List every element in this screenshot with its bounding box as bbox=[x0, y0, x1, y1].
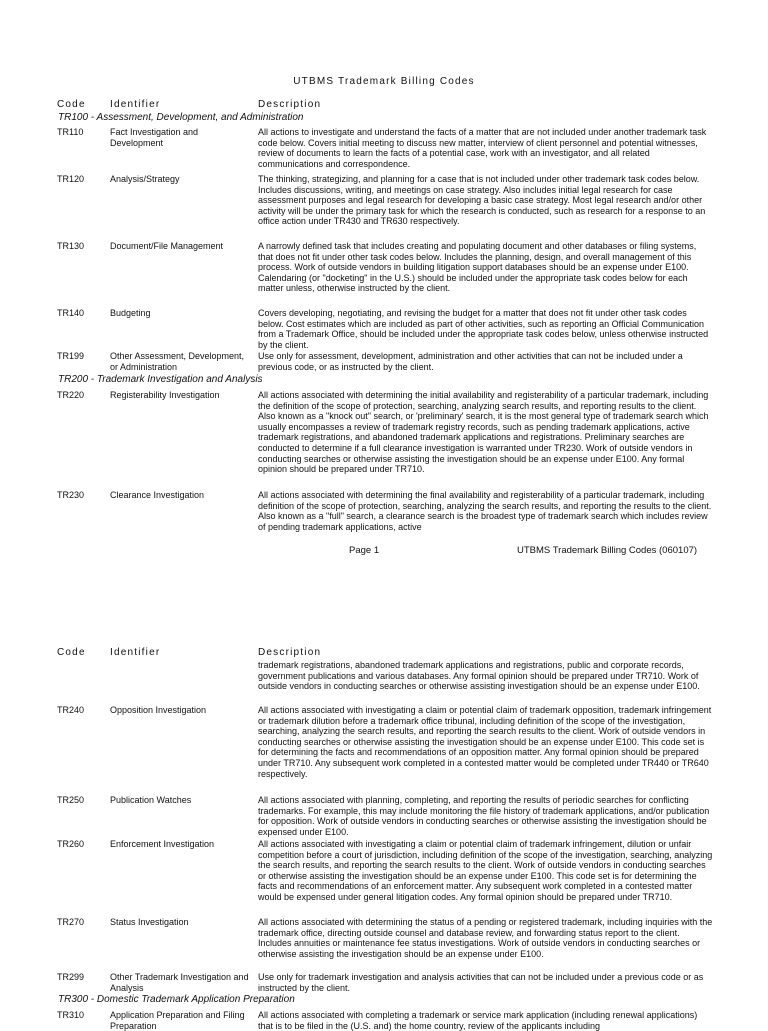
row-code: TR240 bbox=[57, 705, 85, 715]
row-description: All actions associated with determining the final availability and registerability of a particular trademark, including definition of the scope of protection, searching, analyzing the search results, and reporting the results to the client. Also known as a "full" search, a clearance search is the broadest type of trademark search which includes review of pending trademark applications, active bbox=[258, 490, 712, 532]
section-heading: TR100 - Assessment, Development, and Administration bbox=[58, 112, 304, 123]
continued-description: trademark registrations, abandoned trademark applications and registrations, public and corporate records, government publications and various databases. Any formal opinion should be prepared under TR710. Work of outside vendors in conducting searches or otherwise assisting investigation should be an expense under E100. bbox=[258, 660, 700, 692]
row-description: Covers developing, negotiating, and revising the budget for a matter that does not fit under other task codes below. Cost estimates which are included as part of other activities, such as reporting an Official Communication from a Trademark Office, should be included under the appropriate task codes below, unless otherwise instructed by the client. bbox=[258, 308, 709, 350]
row-identifier: Clearance Investigation bbox=[110, 490, 205, 500]
column-header-identifier: Identifier bbox=[110, 647, 161, 658]
row-identifier: Document/File Management bbox=[110, 241, 224, 251]
row-identifier: Registerability Investigation bbox=[110, 390, 220, 400]
row-identifier: Other Trademark Investigation and Analysis bbox=[110, 972, 249, 993]
row-code: TR310 bbox=[57, 1010, 85, 1020]
section-heading: TR200 - Trademark Investigation and Analysis bbox=[58, 374, 263, 385]
row-identifier: Other Assessment, Development, or Administration bbox=[110, 351, 245, 372]
row-identifier: Status Investigation bbox=[110, 917, 189, 927]
row-description: All actions associated with investigating a claim or potential claim of trademark infringement, dilution or unfair competition before a court of jurisdiction, including definition of the scope of the investigation, searching, analyzing the search results, and reporting the search results to the client. Work of outside vendors in conducting searches or otherwise assisting the investigation should be an expense under E100. This code set is for determining the facts and recommendations of an enforcement matter. Any subsequent work completed in a contested matter would be expensed under general litigation codes. Any formal opinion should be prepared under TR710. bbox=[258, 839, 713, 902]
row-code: TR270 bbox=[57, 917, 85, 927]
row-identifier: Budgeting bbox=[110, 308, 151, 318]
row-identifier: Application Preparation and Filing Preparation bbox=[110, 1010, 245, 1031]
row-code: TR130 bbox=[57, 241, 85, 251]
row-description: All actions associated with completing a trademark or service mark application (including renewal applications) that is to be filed in the (U.S. and) the home country, review of the applicants including bbox=[258, 1010, 698, 1031]
row-description: All actions associated with planning, completing, and reporting the results of periodic searches for conflicting trademarks. For example, this may include monitoring the file history of trademark applications, and/or publication for opposition. Work of outside vendors in conducting searches or otherwise assisting the investigation should be expensed under E100. bbox=[258, 795, 710, 837]
footer-document-name: UTBMS Trademark Billing Codes (060107) bbox=[517, 545, 698, 556]
row-description: Use only for trademark investigation and analysis activities that can not be included under a previous code or as instructed by the client. bbox=[258, 972, 704, 993]
row-description: The thinking, strategizing, and planning for a case that is not included under other trademark task codes below. Includes discussions, writing, and meetings on case strategy. Also includes initial legal research for case assessment purposes and legal research for developing a basic case strategy. Most legal research and/or other activity will be under the primary task for which the research is conducted, such as research for a response to an office action under TR430 and TR630 respectively. bbox=[258, 174, 706, 227]
row-code: TR230 bbox=[57, 490, 85, 500]
row-code: TR260 bbox=[57, 839, 85, 849]
document-page-2 bbox=[0, 580, 768, 1031]
row-description: All actions associated with investigating a claim or potential claim of trademark opposition, trademark infringement or trademark dilution before a trademark office tribunal, including definition of the scope of the investigation, searching, analyzing the search results, and reporting the search results to the client. Work of outside vendors in conducting searches or otherwise assisting the investigation should be an expense under E100. This code set is for determining the facts and recommendations of an opposition matter. Any formal opinion should be prepared under TR710. Any subsequent work completed in a contested matter would be completed under TR440 or TR640 respectively. bbox=[258, 705, 712, 779]
row-code: TR110 bbox=[57, 127, 84, 137]
section-heading: TR300 - Domestic Trademark Application Preparation bbox=[58, 994, 295, 1005]
row-identifier: Enforcement Investigation bbox=[110, 839, 215, 849]
column-header-identifier: Identifier bbox=[110, 99, 161, 110]
row-identifier: Publication Watches bbox=[110, 795, 192, 805]
row-description: A narrowly defined task that includes creating and populating document and other databases or filing systems, that does not fit under other task codes below. Includes the planning, design, and overall management of this process. Work of outside vendors in building litigation support databases should be an expense under E100. Calendaring (or "docketing" in the U.S.) should be included under the appropriate task codes below for each matter unless, otherwise instructed by the client. bbox=[258, 241, 697, 294]
page-number: Page 1 bbox=[349, 545, 380, 556]
row-identifier: Fact Investigation and Development bbox=[110, 127, 199, 148]
column-header-description: Description bbox=[258, 647, 322, 658]
row-identifier: Opposition Investigation bbox=[110, 705, 207, 715]
row-code: TR250 bbox=[57, 795, 85, 805]
row-code: TR299 bbox=[57, 972, 85, 982]
row-code: TR199 bbox=[57, 351, 85, 361]
row-identifier: Analysis/Strategy bbox=[110, 174, 180, 184]
column-header-description: Description bbox=[258, 99, 322, 110]
row-description: All actions to investigate and understand the facts of a matter that are not included under another trademark task code below. Covers initial meeting to discuss new matter, interview of client personnel and potential witnesses, review of documents to learn the facts of a potential case, work with an investigator, and all related communications and correspondence. bbox=[258, 127, 707, 169]
row-code: TR120 bbox=[57, 174, 85, 184]
column-header-code: Code bbox=[57, 647, 86, 658]
row-description: All actions associated with determining the status of a pending or registered trademark, including inquiries with the trademark office, directing outside counsel and database review, and forwarding status report to the client. Includes annuities or maintenance fee status investigations. Work of outside vendors in conducting searches or otherwise assisting the investigation should be an expense under E100. bbox=[258, 917, 713, 959]
document-title: UTBMS Trademark Billing Codes bbox=[293, 76, 475, 87]
column-header-code: Code bbox=[57, 99, 86, 110]
row-description: Use only for assessment, development, administration and other activities that can not be included under a previous code, or as instructed by the client. bbox=[258, 351, 683, 372]
row-description: All actions associated with determining the initial availability and registerability of a particular trademark, including the definition of the scope of protection, searching, analyzing search results, and reporting results to the client. Also known as a "knock out" search, or 'preliminary' search, it is the most general type of trademark search which usually encompasses a review of trademark registry records, such as pending trademark applications, active trademark registrations, and abandoned trademark applications and registrations. Preliminary searches are conducted to determine if a full clearance investigation is warranted under TR230. Work of outside vendors in conducting searches or otherwise assisting the investigation should be an expense under E100. Any formal opinion should be prepared under TR710. bbox=[258, 390, 709, 475]
row-code: TR220 bbox=[57, 390, 85, 400]
row-code: TR140 bbox=[57, 308, 85, 318]
